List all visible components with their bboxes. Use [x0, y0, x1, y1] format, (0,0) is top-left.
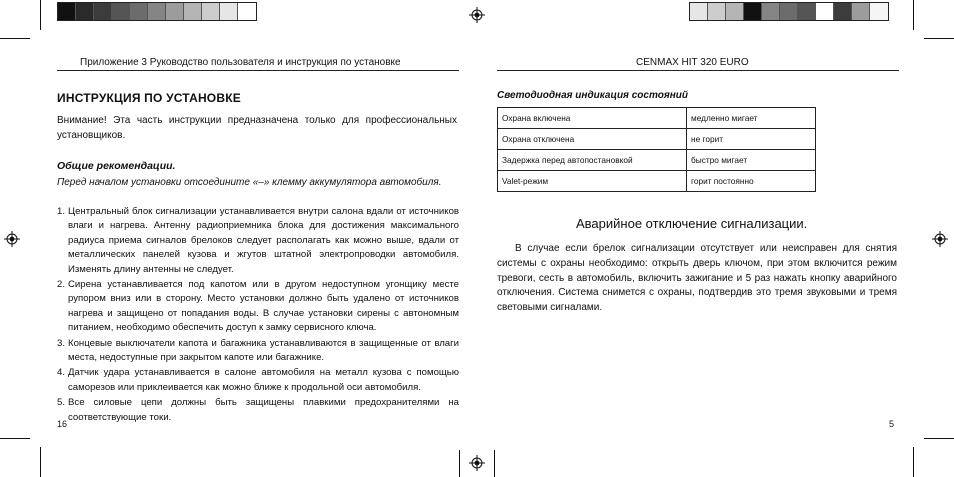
color-swatch: [202, 3, 220, 20]
list-item-text: Все силовые цепи должны быть защищены плавкими предохранителями на соответствующие токи.: [68, 397, 459, 423]
color-swatch: [148, 3, 166, 20]
warning-text: Внимание! Эта часть инструкции предназначена только для профессиональных установщиков.: [57, 115, 457, 141]
color-swatch: [220, 3, 238, 20]
registration-mark-icon: [4, 231, 20, 247]
list-item-text: Сирена устанавливается под капотом или в другом недоступном угонщику месте рупором вниз или в сторону. Место установки должно быть удалено от источников нагрева и защищено от попадания воды. В случае установки сирены с автономным питанием, необходимо обеспечить доступ к замку сервисного ключа.: [68, 279, 459, 334]
list-item: [57, 205, 459, 277]
registration-mark-icon: [932, 231, 948, 247]
header-rule-right: [497, 70, 899, 71]
color-swatch: [184, 3, 202, 20]
crop-mark: [924, 38, 954, 39]
page-number-left: 16: [57, 419, 68, 429]
color-swatch: [130, 3, 148, 20]
color-swatch: [870, 3, 888, 20]
color-swatch: [798, 3, 816, 20]
crop-mark: [913, 0, 914, 30]
color-swatch: [708, 3, 726, 20]
color-swatch: [762, 3, 780, 20]
color-swatch: [166, 3, 184, 20]
table-cell-indication: медленно мигает: [687, 108, 816, 129]
table-row: [498, 129, 816, 150]
alarm-section-title: Аварийное отключение сигнализации.: [576, 216, 808, 231]
table-cell-indication: быстро мигает: [687, 150, 816, 171]
list-item-number: 3.: [57, 337, 66, 349]
color-swatch: [852, 3, 870, 20]
list-item: [57, 396, 459, 425]
header-rule-left: [57, 70, 459, 71]
color-swatch: [94, 3, 112, 20]
color-swatch: [112, 3, 130, 20]
color-swatch: [58, 3, 76, 20]
color-strip-right: [689, 2, 889, 21]
table-cell-state: Valet-режим: [498, 171, 687, 192]
list-item-number: 2.: [57, 279, 66, 291]
crop-mark: [459, 450, 460, 477]
color-swatch: [690, 3, 708, 20]
install-list: [57, 205, 459, 426]
crop-mark: [0, 38, 30, 39]
list-item-number: 5.: [57, 397, 66, 409]
list-item-text: Центральный блок сигнализации устанавливается внутри салона вдали от источников влаги и нагрева. Антенну радиоприемника блока для достижения максимального радиуса приема сигналов брелоков следует располагать как можно выше, вдали от металлических панелей кузова и жгутов штатной электропроводки автомобиля. Изменять длину антенны не следует.: [68, 206, 459, 275]
color-swatch: [76, 3, 94, 20]
table-cell-state: Охрана отключена: [498, 129, 687, 150]
list-item: [57, 278, 459, 336]
table-row: [498, 108, 816, 129]
header-left: Приложение 3 Руководство пользователя и инструкция по установке: [80, 57, 401, 68]
registration-mark-icon: [469, 7, 485, 23]
list-item-text: Датчик удара устанавливается в салоне автомобиля на металл кузова с помощью саморезов или приклеивается как можно ближе к продольной оси автомобиля.: [68, 367, 459, 393]
led-indication-title: Светодиодная индикация состояний: [497, 90, 688, 101]
color-swatch: [744, 3, 762, 20]
page-number-right: 5: [889, 419, 895, 429]
crop-mark: [924, 438, 954, 439]
table-cell-indication: не горит: [687, 129, 816, 150]
table-cell-state: Охрана включена: [498, 108, 687, 129]
list-item-number: 1.: [57, 206, 66, 217]
general-title: Общие рекомендации.: [57, 160, 176, 172]
crop-mark: [0, 438, 30, 439]
table-row: [498, 171, 816, 192]
page-title: ИНСТРУКЦИЯ ПО УСТАНОВКЕ: [57, 91, 241, 105]
alarm-section-text: В случае если брелок сигнализации отсутствует или неисправен для снятия системы с охраны необходимо: открыть дверь ключом, при этом включится режим тревоги, сесть в автомобиль, включить зажигание и 5 раз нажать кнопку аварийного отключения. Система снимется с охраны, подтвердив это тремя звуковыми и тремя световыми сигналами.: [497, 243, 897, 314]
header-right: CENMAX HIT 320 EURO: [636, 57, 749, 68]
led-indication-table: [497, 107, 816, 192]
crop-mark: [40, 447, 41, 477]
crop-mark: [913, 447, 914, 477]
crop-mark: [494, 450, 495, 477]
table-cell-indication: горит постоянно: [687, 171, 816, 192]
color-swatch: [816, 3, 834, 20]
color-swatch: [726, 3, 744, 20]
table-cell-state: Задержка перед автопостановкой: [498, 150, 687, 171]
registration-mark-icon: [469, 455, 485, 471]
crop-mark: [40, 0, 41, 30]
color-strip-left: [57, 2, 257, 21]
list-item: [57, 337, 459, 366]
general-text: Перед началом установки отсоедините «–» клемму аккумулятора автомобиля.: [57, 177, 442, 188]
list-item-text: Концевые выключатели капота и багажника устанавливаются в защищенные от влаги места, недоступные при закрытом капоте или багажнике.: [68, 337, 459, 364]
list-item-number: 4.: [57, 367, 66, 379]
color-swatch: [834, 3, 852, 20]
list-item: [57, 366, 459, 395]
color-swatch: [238, 3, 256, 20]
table-row: [498, 150, 816, 171]
color-swatch: [780, 3, 798, 20]
